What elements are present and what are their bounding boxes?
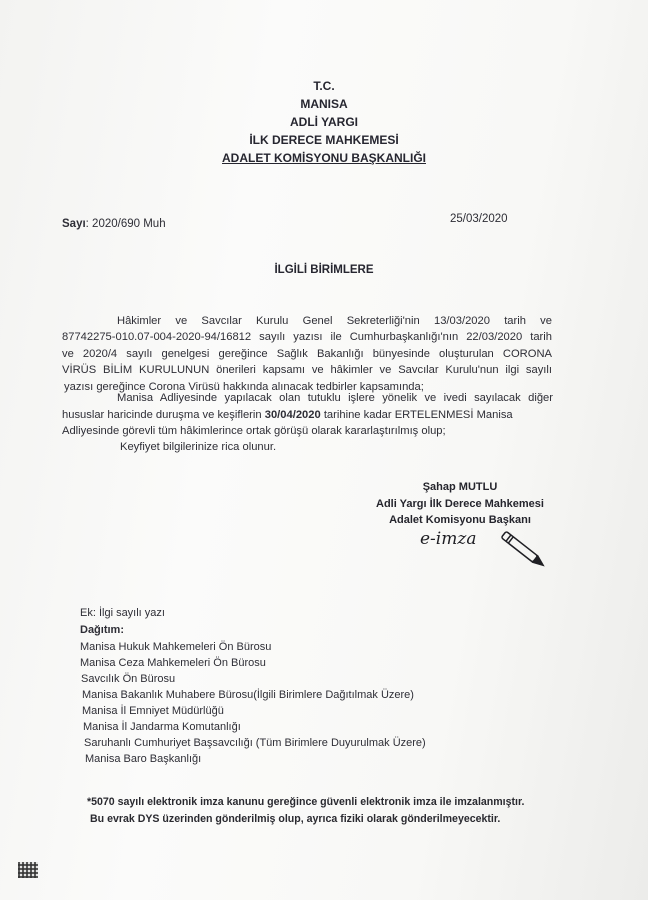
distribution-label: Dağıtım:	[80, 624, 124, 636]
sayi-value: : 2020/690 Muh	[85, 218, 166, 230]
footnote-line-2: Bu evrak DYS üzerinden gönderilmiş olup, ayrıca fiziki olarak gönderilmeyecektir.	[90, 813, 501, 825]
body-p1-line1: Hâkimler ve Savcılar Kurulu Genel Sekreterliği'nin 13/03/2020 tarih ve	[117, 315, 552, 327]
body-p1-line5: yazısı gereğince Corona Virüsü hakkında alınacak tedbirler kapsamında;	[64, 381, 424, 393]
postponement-date: 30/04/2020	[264, 409, 321, 421]
header-city: MANISA	[300, 97, 348, 111]
pen-icon	[492, 528, 552, 572]
recipient-heading: İLGİLİ BİRİMLERE	[274, 264, 374, 276]
distribution-item: Manisa Ceza Mahkemeleri Ön Bürosu	[80, 657, 266, 669]
body-p2-line3: Adliyesinde görevli tüm hâkimlerince ortak görüşü olarak kararlaştırılmış olup;	[62, 425, 446, 437]
body-p2-line1: Manisa Adliyesinde yapılacak olan tutuklu işlere yönelik ve ivedi sayılacak diğer	[117, 392, 553, 404]
distribution-item: Manisa Baro Başkanlığı	[85, 753, 202, 765]
signer-title-2: Adalet Komisyonu Başkanı	[389, 514, 531, 526]
e-imza-label: e-imza	[420, 529, 477, 549]
body-p1-line4: VİRÜS BİLİM KURULUNUN önerileri kapsamı ve hâkimler ve Savcılar Kurulu'nun ilgi sayılı	[62, 364, 552, 376]
signer-title-1: Adli Yargı İlk Derece Mahkemesi	[376, 498, 544, 510]
body-p2-line2-start: hususlar haricinde duruşma ve keşiflerin	[62, 409, 265, 421]
header-court: İLK DERECE MAHKEMESİ	[249, 133, 399, 147]
body-p1-line3: ve 2020/4 sayılı genelgesi gereğince Sağlık Bakanlığı bünyesinde oluşturulan CORONA	[62, 348, 552, 360]
sayi-label: Sayı	[62, 218, 86, 230]
qr-code-icon	[18, 862, 38, 878]
signer-name: Şahap MUTLU	[422, 481, 498, 493]
distribution-item: Savcılık Ön Bürosu	[81, 673, 176, 685]
body-p1-line2: 87742275-010.07-004-2020-94/16812 sayılı yazısı ile Cumhurbaşkanlığı'nın 22/03/2020 tarih	[62, 331, 552, 343]
distribution-item: Manisa İl Emniyet Müdürlüğü	[82, 705, 224, 717]
document-date: 25/03/2020	[450, 213, 508, 225]
body-p3: Keyfiyet bilgilerinize rica olunur.	[120, 441, 277, 453]
footnote-line-1: *5070 sayılı elektronik imza kanunu gereğince güvenli elektronik imza ile imzalanmıştır.	[87, 796, 525, 808]
document-number	[62, 218, 166, 230]
attachment-note: Ek: İlgi sayılı yazı	[80, 607, 165, 619]
body-p2-line2	[62, 409, 513, 421]
distribution-item: Manisa Bakanlık Muhabere Bürosu(İlgili Birimlere Dağıtılmak Üzere)	[82, 689, 414, 701]
header-commission-text: ADALET KOMİSYONU BAŞKANLIĞI	[222, 151, 426, 165]
header-commission	[0, 151, 648, 165]
body-p2-line2-end: tarihine kadar ERTELENMESİ Manisa	[320, 409, 513, 421]
distribution-item: Manisa İl Jandarma Komutanlığı	[83, 721, 241, 733]
header-tc: T.C.	[313, 79, 335, 93]
distribution-item: Saruhanlı Cumhuriyet Başsavcılığı (Tüm Birimlere Duyurulmak Üzere)	[84, 737, 426, 749]
distribution-item: Manisa Hukuk Mahkemeleri Ön Bürosu	[80, 641, 272, 653]
header-adli-yargi: ADLİ YARGI	[289, 115, 358, 129]
